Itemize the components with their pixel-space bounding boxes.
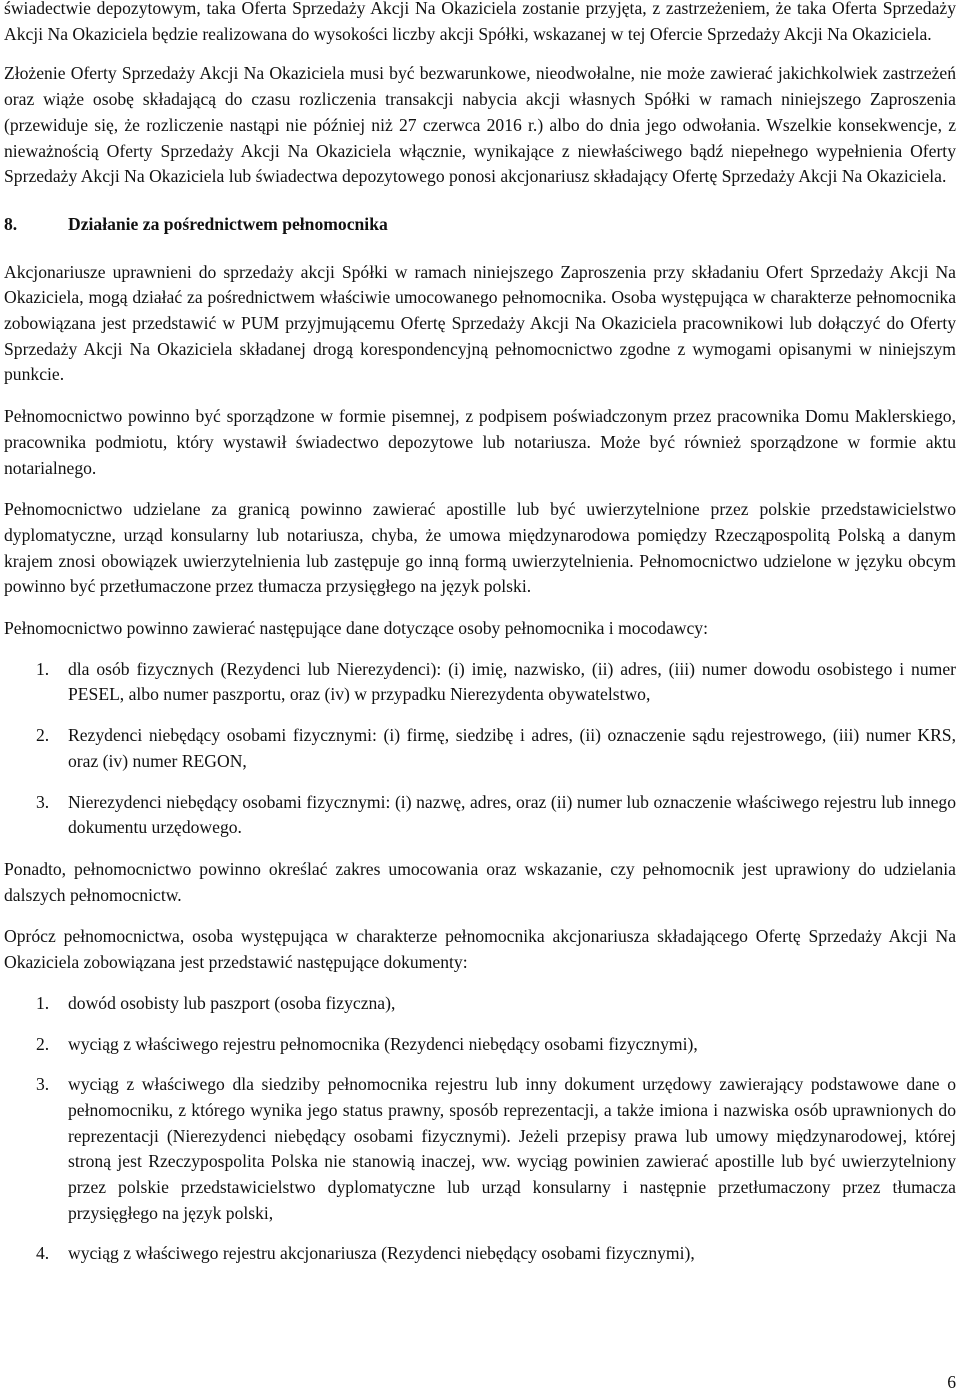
- list-item-text: wyciąg z właściwego dla siedziby pełnomocnika rejestru lub inny dokument urzędowy zawierający podstawowe dane o pełnomocniku, z którego wynika jego status prawny, sposób reprezentacji, a także imiona i nazwiska osób uprawnionych do reprezentacji (Nierezydenci niebędący osobami fizycznymi). Jeżeli przepisy prawa lub umowy międzynarodowej, której stroną jest Rzeczypospolita Polska nie stanowią inaczej, ww. wyciąg powinien zawierać apostille lub być uwierzytelniony przez polskie przedstawicielstwo dyplomatyczne lub urząd konsularny i następnie przetłumaczony przez tłumacza przysięgłego na język polski,: [68, 1074, 956, 1223]
- paragraph-proxy-intro: Akcjonariusze uprawnieni do sprzedaży akcji Spółki w ramach niniejszego Zaproszenia przy składaniu Ofert Sprzedaży Akcji Na Okaziciela, mogą działać za pośrednictwem właściwie umocowanego pełnomocnika. Osoba występująca w charakterze pełnomocnika zobowiązana jest przedstawić w PUM przyjmującemu Ofertę Sprzedaży Akcji Na Okaziciela pracownikowi lub dołączyć do Oferty Sprzedaży Akcji Na Okaziciela składanej drogą korespondencyjną pełnomocnictwo zgodne z wymogami opisanymi w niniejszym punkcie.: [4, 261, 956, 385]
- list-item-text: wyciąg z właściwego rejestru akcjonariusza (Rezydenci niebędący osobami fizycznymi),: [68, 1243, 695, 1264]
- paragraph-proxy-data: Pełnomocnictwo powinno zawierać następujące dane dotyczące osoby pełnomocnika i mocodawcy:: [4, 618, 708, 639]
- list-item-number: 4.: [36, 1243, 50, 1264]
- list-item: [4, 723, 956, 774]
- section-number: 8.: [4, 213, 18, 234]
- paragraph-proxy-scope: Ponadto, pełnomocnictwo powinno określać zakres umocowania oraz wskazanie, czy pełnomocnik jest uprawiony do udzielania dalszych pełnomocnictw.: [4, 858, 956, 905]
- list-item-text: dowód osobisty lub paszport (osoba fizyczna),: [68, 992, 396, 1013]
- paragraph-proxy-form: Pełnomocnictwo powinno być sporządzone w formie pisemnej, z podpisem poświadczonym przez pracownika Domu Maklerskiego, pracownika podmiotu, który wystawił świadectwo depozytowe lub notariusza. Może być również sporządzone w formie aktu notarialnego.: [4, 406, 956, 478]
- list-item: [4, 1072, 956, 1226]
- document-page: [4, 0, 956, 1267]
- list-item-number: 2.: [36, 725, 50, 746]
- proxy-documents-list: [4, 991, 956, 1267]
- proxy-data-list: [4, 657, 956, 841]
- list-item: [4, 1032, 956, 1058]
- list-item-text: wyciąg z właściwego rejestru pełnomocnika (Rezydenci niebędący osobami fizycznymi),: [68, 1033, 698, 1054]
- section-title: Działanie za pośrednictwem pełnomocnika: [68, 213, 388, 234]
- list-item: [4, 790, 956, 841]
- paragraph-proxy-documents: Oprócz pełnomocnictwa, osoba występująca w charakterze pełnomocnika akcjonariusza składającego Ofertę Sprzedaży Akcji Na Okaziciela zobowiązana jest przedstawić następujące dokumenty:: [4, 926, 956, 973]
- list-item: [4, 657, 956, 708]
- list-item: [4, 991, 956, 1017]
- list-item-number: 3.: [36, 791, 50, 812]
- list-item-text: Nierezydenci niebędący osobami fizycznymi: (i) nazwę, adres, oraz (ii) numer lub oznaczenie właściwego rejestru lub innego dokumentu urzędowego.: [68, 791, 956, 838]
- paragraph-offer-acceptance: świadectwie depozytowym, taka Oferta Sprzedaży Akcji Na Okaziciela zostanie przyjęta, z zastrzeżeniem, że taka Oferta Sprzedaży Akcji Na Okaziciela będzie realizowana do wysokości liczby akcji Spółki, wskazanej w tej Ofercie Sprzedaży Akcji Na Okaziciela.: [4, 0, 956, 44]
- page-number: 6: [947, 1372, 956, 1392]
- paragraph-proxy-abroad: Pełnomocnictwo udzielane za granicą powinno zawierać apostille lub być uwierzytelnione przez polskie przedstawicielstwo dyplomatyczne, urząd konsularny lub notariusza, chyba, że umowa międzynarodowa pomiędzy Rzecząpospolitą Polską a danym krajem znosi obowiązek uwierzytelnienia lub zastępuje go inną formą uwierzytelnienia. Pełnomocnictwo udzielone w języku obcym powinno być przetłumaczone przez tłumacza przysięgłego na język polski.: [4, 499, 956, 597]
- paragraph-offer-unconditional: Złożenie Oferty Sprzedaży Akcji Na Okaziciela musi być bezwarunkowe, nieodwołalne, nie może zawierać jakichkolwiek zastrzeżeń oraz wiąże osobę składającą do czasu rozliczenia transakcji nabycia akcji własnych Spółki w ramach niniejszego Zaproszenia (przewiduje się, że rozliczenie nastąpi nie później niż 27 czerwca 2016 r.) albo do dnia jego odwołania. Wszelkie konsekwencje, z nieważnością Oferty Sprzedaży Akcji Na Okaziciela włącznie, wynikające z niewłaściwego bądź niepełnego wypełnienia Oferty Sprzedaży Akcji Na Okaziciela lub świadectwa depozytowego ponosi akcjonariusz składający Ofertę Sprzedaży Akcji Na Okaziciela.: [4, 63, 956, 187]
- list-item-number: 3.: [36, 1074, 50, 1095]
- list-item-number: 1.: [36, 658, 50, 679]
- list-item-text: dla osób fizycznych (Rezydenci lub Nierezydenci): (i) imię, nazwisko, (ii) adres, (iii) numer dowodu osobistego i numer PESEL, albo numer paszportu, oraz (iv) w przypadku Nierezydenta obywatelstwo,: [68, 658, 956, 705]
- section-heading: [4, 212, 956, 238]
- list-item-number: 1.: [36, 992, 50, 1013]
- list-item-text: Rezydenci niebędący osobami fizycznymi: (i) firmę, siedzibę i adres, (ii) oznaczenie sądu rejestrowego, (iii) numer KRS, oraz (iv) numer REGON,: [68, 725, 956, 771]
- list-item: [4, 1241, 956, 1267]
- list-item-number: 2.: [36, 1033, 50, 1054]
